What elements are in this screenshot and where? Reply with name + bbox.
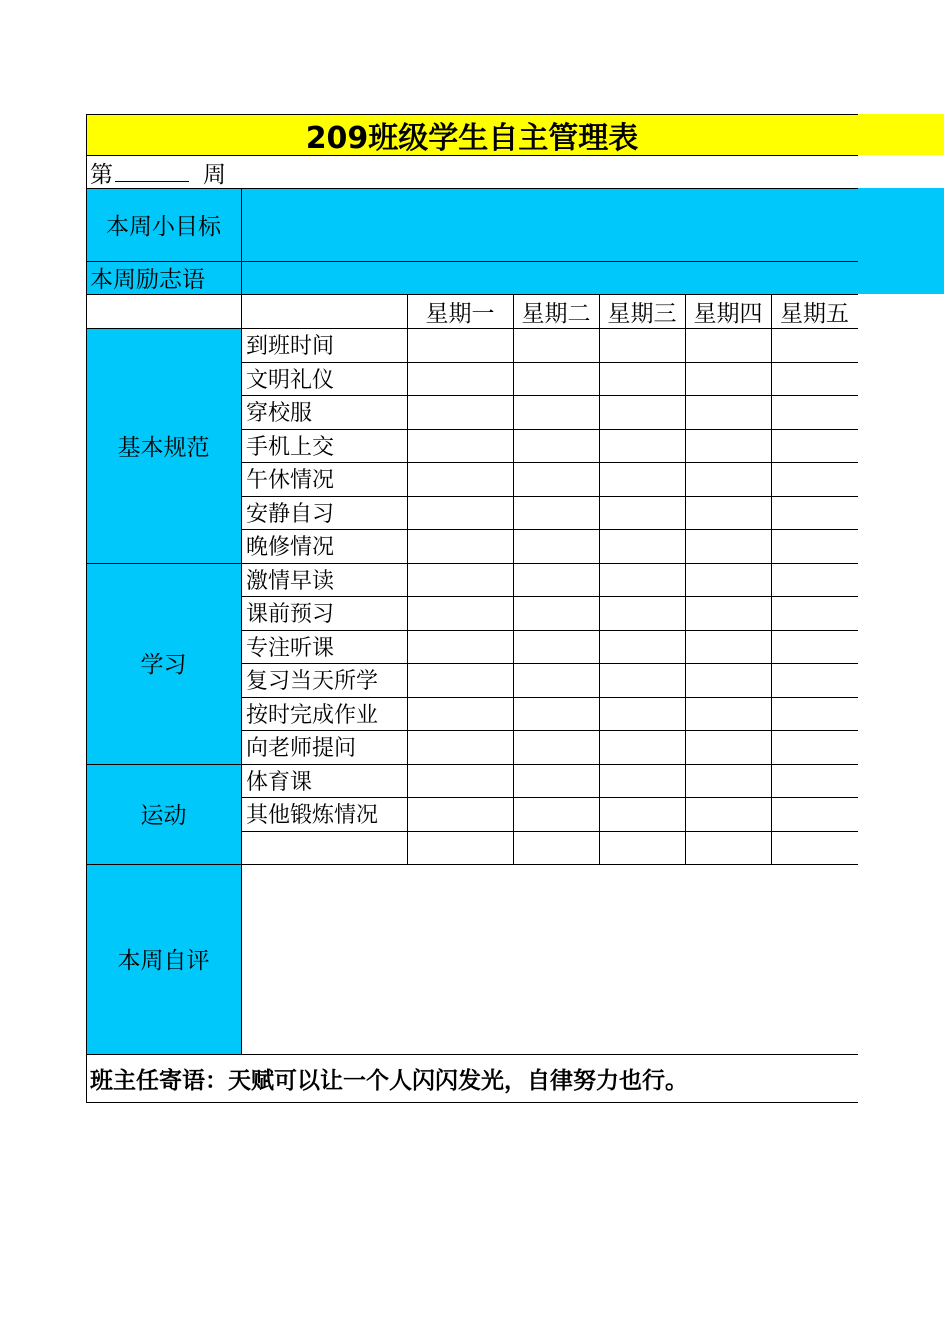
- day-cell[interactable]: [771, 764, 858, 798]
- day-cell[interactable]: [771, 663, 858, 697]
- day-cell[interactable]: [685, 496, 771, 530]
- day-cell[interactable]: [685, 630, 771, 664]
- day-cell[interactable]: [771, 831, 858, 865]
- week-row: [90, 156, 226, 188]
- day-cell[interactable]: [771, 630, 858, 664]
- day-cell[interactable]: [685, 764, 771, 798]
- day-cell[interactable]: [407, 596, 513, 630]
- day-cell[interactable]: [599, 630, 685, 664]
- day-header-5: 星期五: [780, 300, 849, 327]
- day-cell[interactable]: [685, 596, 771, 630]
- item-label: 复习当天所学: [246, 669, 379, 695]
- item-label: 午休情况: [246, 468, 335, 494]
- day-cell[interactable]: [599, 529, 685, 563]
- item-label: 激情早读: [246, 568, 335, 594]
- goal-label: 本周小目标: [106, 214, 221, 240]
- day-cell[interactable]: [513, 764, 599, 798]
- day-cell[interactable]: [685, 663, 771, 697]
- item-label: 到班时间: [246, 334, 335, 360]
- day-header-4: 星期四: [693, 300, 763, 327]
- day-cell[interactable]: [771, 462, 858, 496]
- day-cell[interactable]: [685, 395, 771, 429]
- day-cell[interactable]: [407, 362, 513, 396]
- item-label: 穿校服: [246, 401, 313, 427]
- goal-input[interactable]: [242, 188, 858, 261]
- item-label: 体育课: [246, 769, 313, 795]
- day-cell[interactable]: [685, 831, 771, 865]
- day-cell[interactable]: [407, 496, 513, 530]
- day-cell[interactable]: [771, 395, 858, 429]
- day-cell[interactable]: [599, 764, 685, 798]
- day-cell[interactable]: [771, 328, 858, 362]
- day-cell[interactable]: [599, 663, 685, 697]
- day-cell[interactable]: [685, 429, 771, 463]
- teacher-note: 班主任寄语：天赋可以让一个人闪闪发光，自律努力也行。: [90, 1068, 688, 1094]
- self-review-label: 本周自评: [117, 948, 210, 974]
- day-cell[interactable]: [407, 328, 513, 362]
- day-cell[interactable]: [407, 797, 513, 831]
- day-cell[interactable]: [599, 697, 685, 731]
- day-cell[interactable]: [407, 630, 513, 664]
- day-header-3: 星期三: [607, 300, 677, 327]
- day-cell[interactable]: [407, 663, 513, 697]
- day-cell[interactable]: [407, 529, 513, 563]
- day-cell[interactable]: [599, 395, 685, 429]
- day-cell[interactable]: [771, 563, 858, 597]
- day-cell[interactable]: [685, 362, 771, 396]
- day-header-2: 星期二: [521, 300, 591, 327]
- day-cell[interactable]: [513, 395, 599, 429]
- day-cell[interactable]: [771, 429, 858, 463]
- day-cell[interactable]: [685, 462, 771, 496]
- item-label: 其他锻炼情况: [246, 803, 379, 829]
- week-prefix: 第: [90, 161, 113, 188]
- day-cell[interactable]: [599, 596, 685, 630]
- self-review-input[interactable]: [242, 863, 858, 1054]
- day-cell[interactable]: [599, 362, 685, 396]
- day-cell[interactable]: [599, 429, 685, 463]
- group-label-basic: 基本规范: [117, 434, 210, 461]
- day-cell[interactable]: [771, 362, 858, 396]
- item-label: 向老师提问: [246, 736, 357, 762]
- day-cell[interactable]: [599, 797, 685, 831]
- day-cell[interactable]: [513, 362, 599, 396]
- day-cell[interactable]: [771, 797, 858, 831]
- day-cell[interactable]: [513, 797, 599, 831]
- item-label: 晚修情况: [246, 535, 335, 561]
- day-cell[interactable]: [513, 730, 599, 764]
- day-cell[interactable]: [685, 529, 771, 563]
- day-cell[interactable]: [685, 697, 771, 731]
- day-cell[interactable]: [407, 429, 513, 463]
- day-cell[interactable]: [771, 730, 858, 764]
- item-label: 按时完成作业: [246, 702, 379, 728]
- day-cell[interactable]: [513, 831, 599, 865]
- motto-label: 本周励志语: [90, 267, 205, 293]
- sheet-title: 209班级学生自主管理表: [305, 120, 639, 156]
- day-cell[interactable]: [407, 764, 513, 798]
- day-cell[interactable]: [407, 462, 513, 496]
- day-cell[interactable]: [407, 697, 513, 731]
- day-cell[interactable]: [513, 328, 599, 362]
- day-cell[interactable]: [771, 697, 858, 731]
- motto-input[interactable]: [242, 261, 858, 294]
- group-label-study: 学习: [140, 652, 187, 678]
- item-label: 安静自习: [246, 501, 335, 527]
- day-cell[interactable]: [685, 328, 771, 362]
- day-cell[interactable]: [599, 563, 685, 597]
- day-cell[interactable]: [513, 462, 599, 496]
- day-cell[interactable]: [513, 596, 599, 630]
- day-cell[interactable]: [513, 529, 599, 563]
- day-cell[interactable]: [407, 395, 513, 429]
- day-cell[interactable]: [513, 630, 599, 664]
- item-label: 课前预习: [246, 602, 335, 628]
- day-cell[interactable]: [599, 831, 685, 865]
- day-cell[interactable]: [513, 663, 599, 697]
- week-number-blank[interactable]: [115, 163, 189, 182]
- day-cell[interactable]: [599, 328, 685, 362]
- day-cell[interactable]: [407, 730, 513, 764]
- item-label: 专注听课: [246, 635, 335, 661]
- day-cell[interactable]: [407, 563, 513, 597]
- day-cell[interactable]: [599, 462, 685, 496]
- day-cell[interactable]: [513, 496, 599, 530]
- day-cell[interactable]: [685, 797, 771, 831]
- day-cell[interactable]: [771, 529, 858, 563]
- day-cell[interactable]: [599, 730, 685, 764]
- day-cell[interactable]: [599, 496, 685, 530]
- week-suffix: 周: [203, 161, 226, 188]
- day-cell[interactable]: [513, 563, 599, 597]
- day-header-1: 星期一: [425, 300, 495, 327]
- day-cell[interactable]: [407, 831, 513, 865]
- day-cell[interactable]: [513, 697, 599, 731]
- day-cell[interactable]: [513, 429, 599, 463]
- day-cell[interactable]: [685, 730, 771, 764]
- day-cell[interactable]: [685, 563, 771, 597]
- group-label-sport: 运动: [140, 802, 187, 829]
- item-label: 文明礼仪: [246, 367, 335, 393]
- day-cell[interactable]: [771, 596, 858, 630]
- day-cell[interactable]: [771, 496, 858, 530]
- item-label: 手机上交: [246, 434, 335, 460]
